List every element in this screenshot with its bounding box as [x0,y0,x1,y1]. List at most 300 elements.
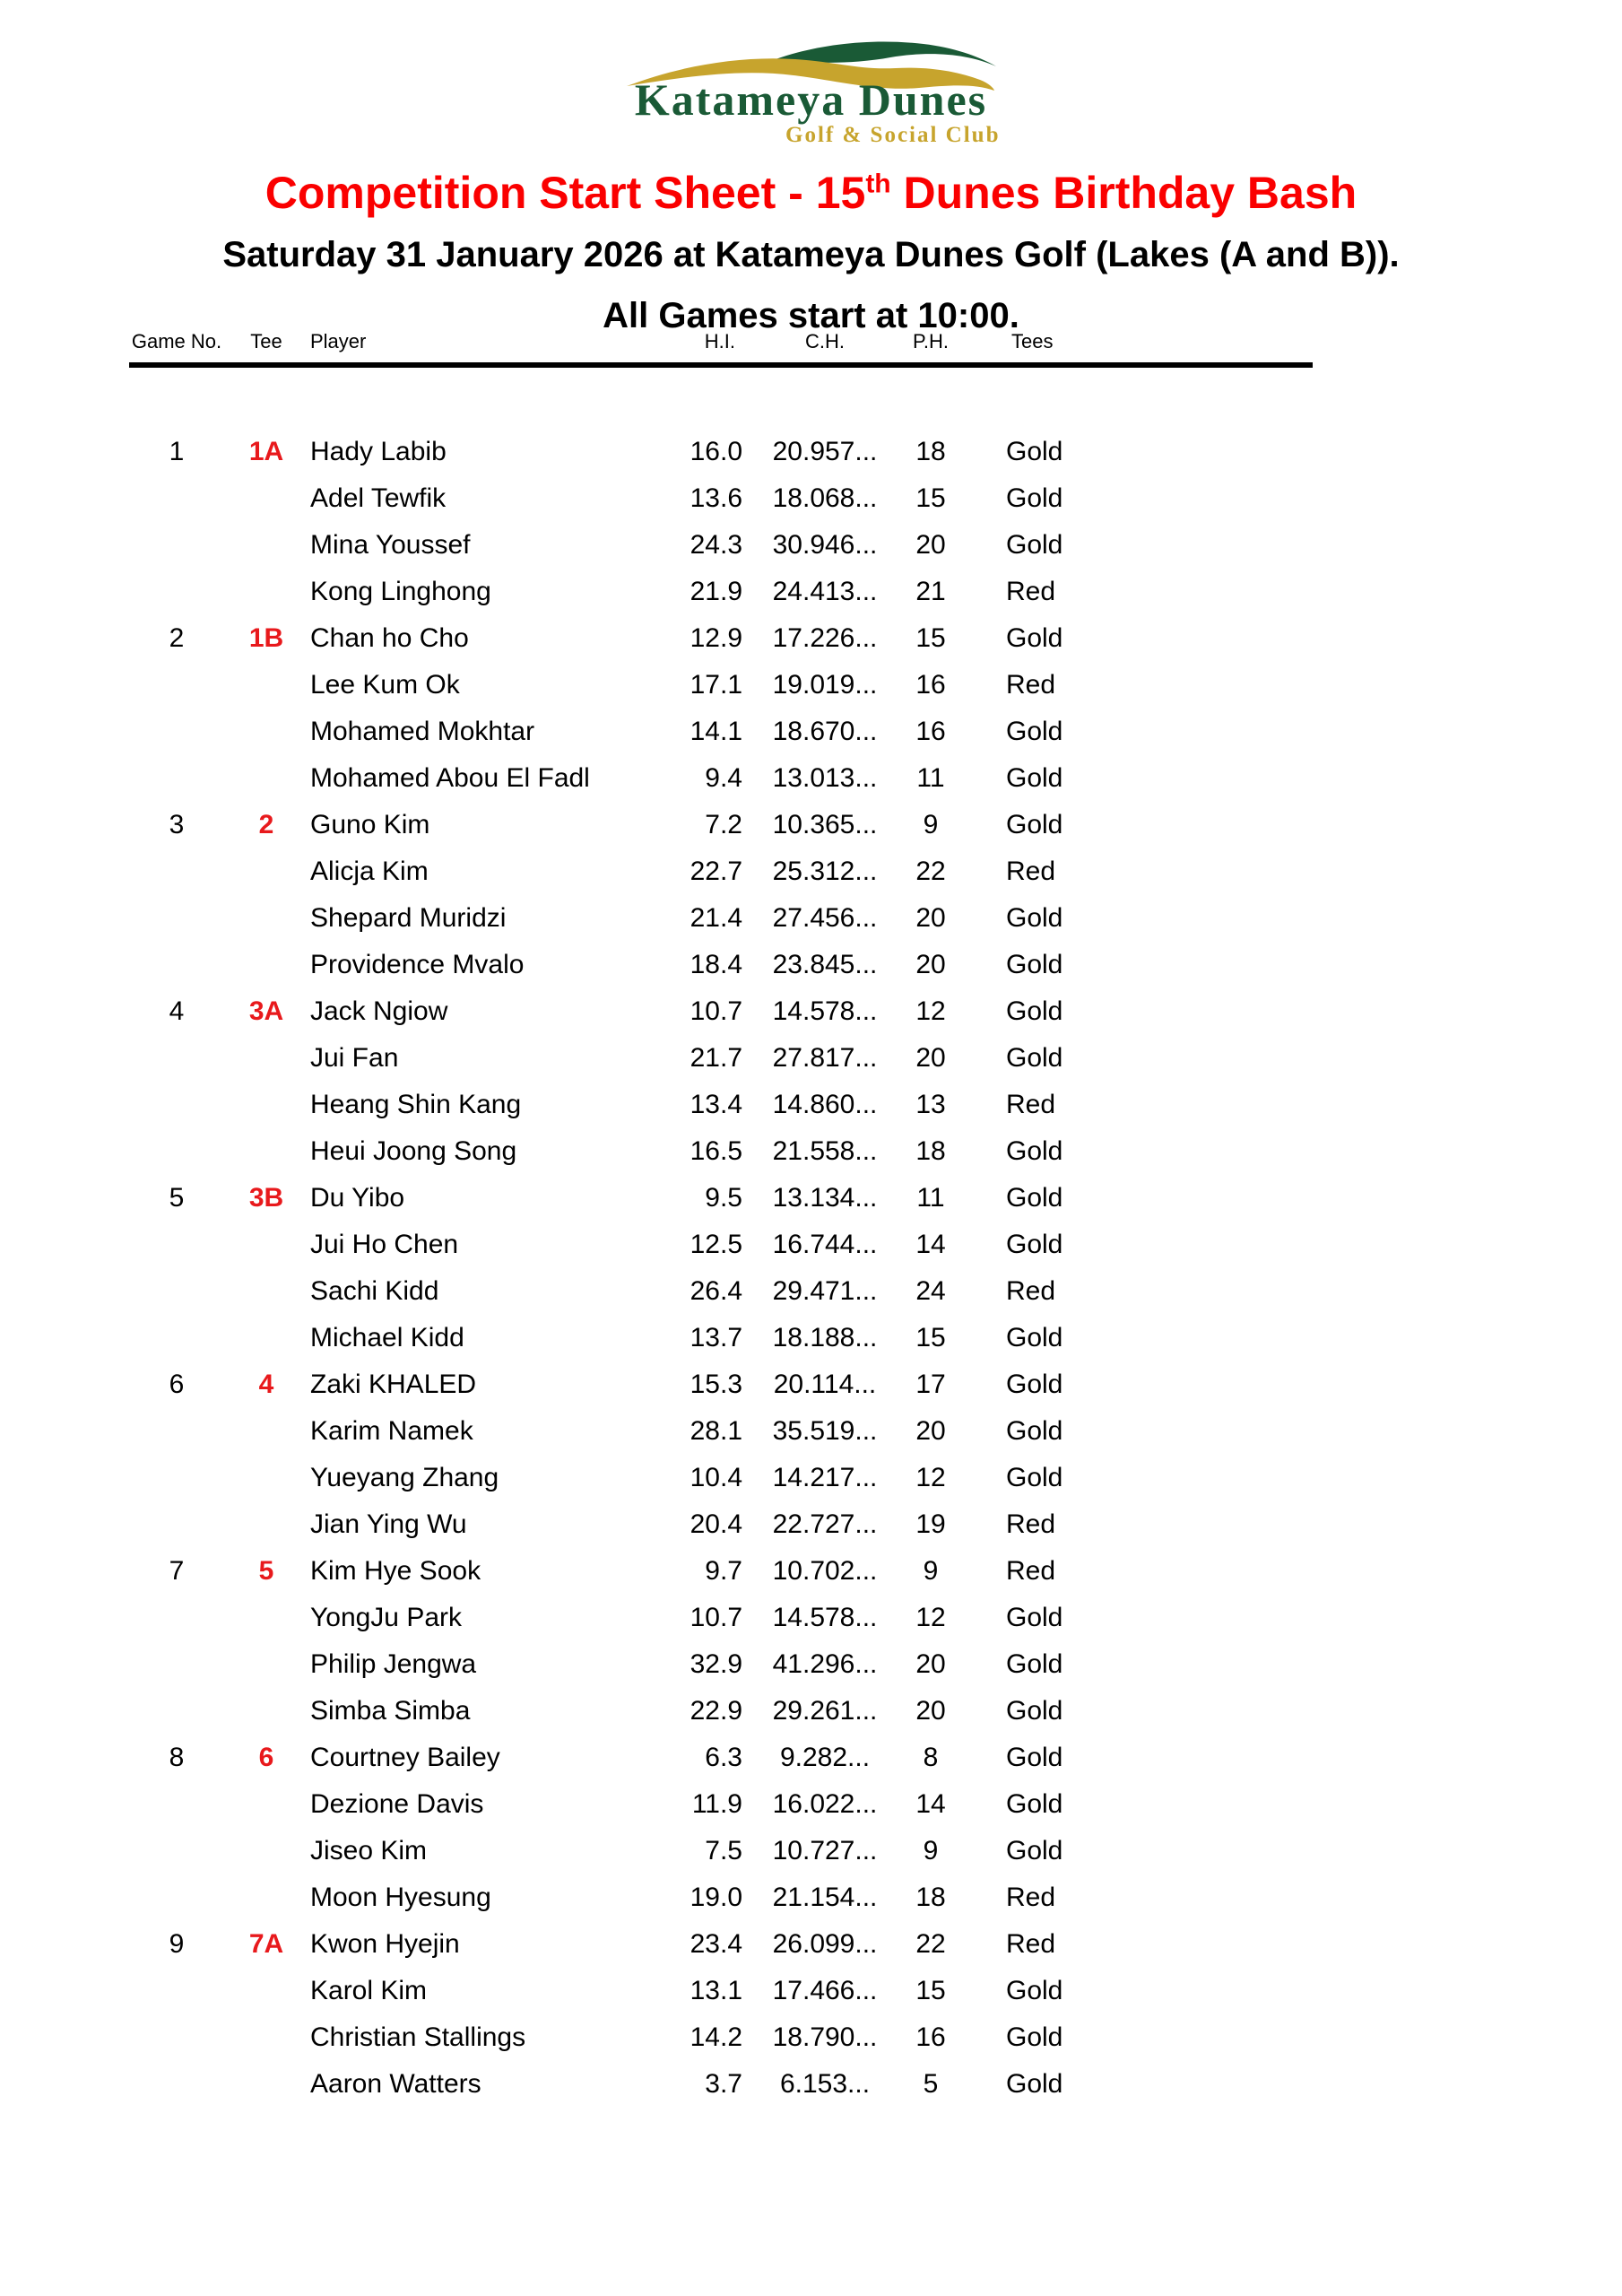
table-row [129,1222,1313,1268]
cell-tees: Red [1006,857,1056,886]
cell-game-no [129,1268,224,1315]
table-row [129,1128,1313,1175]
cell-tee [224,1222,308,1268]
cell-ph: 8 [923,1743,939,1772]
cell-ch: 23.845... [772,950,878,979]
cell-game-no [129,1874,224,1921]
cell-tee [224,1641,308,1688]
cell-tee: 6 [258,1743,274,1772]
cell-player: Guno Kim [310,810,430,839]
cell-ch: 17.466... [772,1976,878,2005]
cell-game-no: 8 [169,1743,185,1772]
cell-game-no [129,848,224,895]
start-sheet-table [129,330,1313,2108]
cell-tee [224,1455,308,1501]
cell-tee [224,569,308,615]
cell-player: Adel Tewfik [310,483,447,513]
cell-hi: 19.0 [690,1883,742,1912]
cell-ch: 35.519... [772,1416,878,1446]
cell-hi: 20.4 [690,1509,742,1539]
cell-hi: 7.2 [705,810,742,839]
cell-ch: 26.099... [772,1929,878,1959]
cell-tees: Gold [1006,1183,1063,1213]
cell-game-no [129,1828,224,1874]
cell-player: Philip Jengwa [310,1649,477,1679]
cell-tees: Gold [1006,1370,1063,1399]
cell-ch: 21.154... [772,1883,878,1912]
cell-ph: 13 [915,1090,946,1119]
table-row [129,1595,1313,1641]
cell-tees: Gold [1006,810,1063,839]
cell-ph: 14 [915,1230,946,1259]
cell-hi: 14.1 [690,717,742,746]
table-row [129,1408,1313,1455]
cell-game-no [129,1455,224,1501]
table-row [129,848,1313,895]
cell-ph: 20 [915,903,946,933]
cell-tees: Gold [1006,2069,1063,2099]
cell-game-no: 6 [169,1370,185,1399]
column-header-tee: Tee [224,330,308,365]
cell-ch: 21.558... [772,1136,878,1166]
cell-ch: 14.217... [772,1463,878,1492]
cell-tees: Gold [1006,2022,1063,2052]
cell-ph: 20 [915,1043,946,1073]
cell-game-no [129,1968,224,2014]
cell-player: Karim Namek [310,1416,473,1446]
cell-ch: 14.578... [772,996,878,1026]
cell-hi: 16.0 [690,437,742,466]
cell-ph: 20 [915,950,946,979]
table-row [129,1921,1313,1968]
cell-tee [224,1268,308,1315]
cell-hi: 24.3 [690,530,742,560]
cell-tee [224,1315,308,1361]
cell-hi: 23.4 [690,1929,742,1959]
cell-ch: 13.134... [772,1183,878,1213]
logo-tagline: Golf & Social Club [785,123,1001,147]
cell-player: Jack Ngiow [310,996,448,1026]
cell-ch: 10.702... [772,1556,878,1586]
cell-hi: 13.6 [690,483,742,513]
cell-ch: 20.114... [773,1370,877,1399]
cell-player: Jiseo Kim [310,1836,428,1866]
cell-game-no [129,1408,224,1455]
cell-ch: 16.744... [772,1230,878,1259]
cell-game-no [129,1641,224,1688]
cell-hi: 13.1 [690,1976,742,2005]
cell-ph: 15 [915,1976,946,2005]
cell-tee [224,942,308,988]
cell-tees: Gold [1006,996,1063,1026]
cell-tees: Gold [1006,950,1063,979]
table-row [129,1035,1313,1082]
cell-tee [224,1781,308,1828]
cell-tee [224,1128,308,1175]
cell-tee [224,662,308,709]
cell-game-no [129,662,224,709]
cell-ch: 19.019... [772,670,878,700]
table-row [129,1828,1313,1874]
table-row [129,802,1313,848]
cell-player: Moon Hyesung [310,1883,491,1912]
cell-ch: 30.946... [772,530,878,560]
cell-tee: 2 [258,810,274,839]
cell-player: YongJu Park [310,1603,463,1632]
cell-tee: 1A [248,437,284,466]
table-header-row [129,330,1313,365]
cell-player: Kong Linghong [310,577,491,606]
cell-ch: 6.153... [779,2069,871,2099]
spacer-row [129,365,1313,429]
cell-game-no: 7 [169,1556,185,1586]
cell-ch: 18.670... [772,717,878,746]
table-row [129,755,1313,802]
cell-player: Jui Ho Chen [310,1230,459,1259]
table-row [129,942,1313,988]
cell-tee [224,895,308,942]
cell-hi: 6.3 [705,1743,742,1772]
cell-ch: 18.068... [772,483,878,513]
cell-player: Heui Joong Song [310,1136,517,1166]
cell-hi: 21.7 [690,1043,742,1073]
cell-hi: 9.4 [705,763,742,793]
table-row [129,1082,1313,1128]
cell-player: Jui Fan [310,1043,399,1073]
cell-ch: 20.957... [772,437,878,466]
cell-hi: 32.9 [690,1649,742,1679]
cell-ph: 15 [915,623,946,653]
cell-tee [224,1595,308,1641]
cell-tees: Red [1006,577,1056,606]
cell-ch: 10.365... [772,810,878,839]
table-row [129,1874,1313,1921]
cell-tees: Gold [1006,1743,1063,1772]
table-row [129,895,1313,942]
table-row [129,1268,1313,1315]
cell-ch: 25.312... [772,857,878,886]
cell-ch: 9.282... [779,1743,871,1772]
cell-player: Heang Shin Kang [310,1090,522,1119]
cell-game-no [129,475,224,522]
cell-game-no [129,1781,224,1828]
cell-player: Aaron Watters [310,2069,481,2099]
table-row [129,1688,1313,1735]
start-sheet-body [129,365,1313,2108]
cell-game-no [129,2061,224,2108]
table-row [129,429,1313,475]
cell-tees: Gold [1006,1230,1063,1259]
cell-game-no: 5 [169,1183,185,1213]
cell-ph: 15 [915,483,946,513]
cell-game-no [129,1501,224,1548]
cell-tee [224,1082,308,1128]
table-row [129,1501,1313,1548]
cell-player: Yueyang Zhang [310,1463,499,1492]
cell-ch: 29.471... [772,1276,878,1306]
cell-ch: 16.022... [772,1789,878,1819]
cell-ph: 18 [915,1136,946,1166]
cell-player: Sachi Kidd [310,1276,439,1306]
cell-hi: 22.7 [690,857,742,886]
cell-hi: 10.4 [690,1463,742,1492]
table-row [129,1641,1313,1688]
cell-ph: 20 [915,1416,946,1446]
cell-game-no [129,1082,224,1128]
cell-tee [224,1828,308,1874]
cell-ph: 9 [923,810,939,839]
cell-game-no [129,1315,224,1361]
table-row [129,1548,1313,1595]
club-logo [619,38,1004,146]
cell-ch: 41.296... [772,1649,878,1679]
cell-ph: 24 [915,1276,946,1306]
cell-game-no [129,1035,224,1082]
table-row [129,569,1313,615]
table-row [129,1175,1313,1222]
cell-game-no [129,755,224,802]
cell-ph: 11 [916,763,945,793]
cell-ph: 19 [915,1509,946,1539]
cell-ph: 11 [916,1183,945,1213]
cell-tees: Gold [1006,1136,1063,1166]
cell-ph: 20 [915,530,946,560]
cell-tee: 1B [248,623,284,653]
table-row [129,2014,1313,2061]
cell-game-no: 2 [169,623,185,653]
cell-ph: 15 [915,1323,946,1352]
cell-tee: 3B [248,1183,284,1213]
cell-tees: Gold [1006,1696,1063,1726]
cell-tees: Gold [1006,1416,1063,1446]
cell-tee [224,1408,308,1455]
cell-tees: Gold [1006,1836,1063,1866]
cell-tees: Red [1006,1090,1056,1119]
cell-hi: 21.9 [690,577,742,606]
cell-ch: 14.578... [772,1603,878,1632]
cell-ch: 18.188... [772,1323,878,1352]
cell-ch: 18.790... [772,2022,878,2052]
cell-tee [224,1688,308,1735]
cell-game-no [129,569,224,615]
cell-tees: Red [1006,1276,1056,1306]
cell-tee [224,1968,308,2014]
cell-hi: 12.9 [690,623,742,653]
table-row [129,475,1313,522]
cell-player: Zaki KHALED [310,1370,477,1399]
cell-ph: 18 [915,437,946,466]
cell-ph: 9 [923,1556,939,1586]
logo-wordmark: Katameya Dunes [634,74,988,125]
cell-hi: 13.7 [690,1323,742,1352]
cell-tees: Gold [1006,1603,1063,1632]
cell-tees: Gold [1006,717,1063,746]
column-header-tees: Tees [954,330,1313,365]
cell-player: Lee Kum Ok [310,670,460,700]
column-header-player: Player [308,330,633,365]
column-header-ph: P.H. [907,330,954,365]
table-header [129,330,1313,365]
cell-tees: Gold [1006,1323,1063,1352]
cell-ch: 27.817... [772,1043,878,1073]
table-row [129,1968,1313,2014]
cell-game-no [129,2014,224,2061]
cell-tees: Red [1006,1883,1056,1912]
cell-tee [224,2061,308,2108]
cell-tee: 7A [248,1929,284,1959]
cell-ch: 10.727... [772,1836,878,1866]
cell-hi: 21.4 [690,903,742,933]
cell-tee [224,1874,308,1921]
cell-tees: Gold [1006,483,1063,513]
page-title-prefix: Competition Start Sheet - 15 [265,168,866,218]
cell-player: Courtney Bailey [310,1743,500,1772]
cell-ph: 17 [915,1370,946,1399]
cell-tees: Red [1006,1929,1056,1959]
table-row [129,522,1313,569]
cell-tee [224,475,308,522]
cell-tees: Gold [1006,437,1063,466]
cell-player: Michael Kidd [310,1323,464,1352]
cell-ch: 17.226... [772,623,878,653]
cell-tees: Gold [1006,1976,1063,2005]
table-row [129,1315,1313,1361]
cell-player: Karol Kim [310,1976,428,2005]
cell-tee: 5 [258,1556,274,1586]
cell-ch: 29.261... [772,1696,878,1726]
title-ordinal-suffix: th [865,169,891,199]
page-title [0,169,1622,218]
cell-hi: 15.3 [690,1370,742,1399]
page-title-suffix: Dunes Birthday Bash [890,168,1357,218]
cell-player: Jian Ying Wu [310,1509,467,1539]
cell-tees: Gold [1006,1463,1063,1492]
cell-game-no: 4 [169,996,185,1026]
table-row [129,1735,1313,1781]
cell-player: Simba Simba [310,1696,471,1726]
cell-hi: 10.7 [690,1603,742,1632]
cell-tees: Gold [1006,1043,1063,1073]
cell-player: Mohamed Abou El Fadl [310,763,590,793]
cell-player: Du Yibo [310,1183,405,1213]
cell-tee [224,755,308,802]
cell-tees: Gold [1006,1789,1063,1819]
cell-ph: 22 [915,1929,946,1959]
cell-player: Mohamed Mokhtar [310,717,535,746]
cell-tee [224,848,308,895]
cell-game-no [129,895,224,942]
cell-tee [224,2014,308,2061]
cell-ph: 22 [915,857,946,886]
cell-player: Christian Stallings [310,2022,526,2052]
cell-hi: 14.2 [690,2022,742,2052]
cell-ph: 9 [923,1836,939,1866]
start-time-line: All Games start at 10:00. [603,296,1019,335]
cell-tees: Red [1006,1556,1056,1586]
cell-hi: 3.7 [705,2069,742,2099]
cell-game-no: 1 [169,437,185,466]
cell-game-no [129,709,224,755]
cell-hi: 9.5 [705,1183,742,1213]
cell-ph: 12 [915,996,946,1026]
table-row [129,615,1313,662]
cell-ph: 5 [923,2069,939,2099]
table-row [129,709,1313,755]
cell-ph: 16 [915,717,946,746]
cell-tees: Gold [1006,903,1063,933]
cell-hi: 26.4 [690,1276,742,1306]
table-row [129,662,1313,709]
cell-game-no: 3 [169,810,185,839]
table-row [129,1361,1313,1408]
cell-hi: 7.5 [705,1836,742,1866]
cell-tees: Gold [1006,1649,1063,1679]
cell-hi: 22.9 [690,1696,742,1726]
cell-hi: 16.5 [690,1136,742,1166]
cell-game-no [129,942,224,988]
cell-ch: 27.456... [772,903,878,933]
cell-ch: 24.413... [772,577,878,606]
cell-tee: 3A [248,996,284,1026]
cell-hi: 12.5 [690,1230,742,1259]
event-date-line: Saturday 31 January 2026 at Katameya Dunes Golf (Lakes (A and B)). [222,235,1400,274]
cell-ch: 13.013... [772,763,878,793]
table-row [129,988,1313,1035]
cell-tees: Gold [1006,763,1063,793]
cell-ph: 20 [915,1696,946,1726]
column-header-game-no: Game No. [129,330,224,365]
cell-ch: 14.860... [772,1090,878,1119]
cell-game-no: 9 [169,1929,185,1959]
cell-tee [224,1035,308,1082]
cell-ph: 16 [915,2022,946,2052]
cell-hi: 17.1 [690,670,742,700]
cell-game-no [129,1128,224,1175]
cell-player: Dezione Davis [310,1789,484,1819]
cell-player: Hady Labib [310,437,447,466]
cell-hi: 18.4 [690,950,742,979]
cell-tees: Gold [1006,530,1063,560]
table-row [129,1781,1313,1828]
table-row [129,2061,1313,2108]
cell-game-no [129,1688,224,1735]
cell-player: Shepard Muridzi [310,903,507,933]
cell-ph: 16 [915,670,946,700]
column-header-ch: C.H. [742,330,907,365]
cell-ph: 12 [915,1463,946,1492]
cell-hi: 9.7 [705,1556,742,1586]
table-row [129,1455,1313,1501]
cell-player: Providence Mvalo [310,950,525,979]
cell-tee [224,522,308,569]
cell-hi: 11.9 [691,1789,742,1819]
cell-ch: 22.727... [772,1509,878,1539]
cell-ph: 12 [915,1603,946,1632]
cell-game-no [129,1222,224,1268]
cell-player: Chan ho Cho [310,623,469,653]
cell-ph: 18 [915,1883,946,1912]
cell-ph: 21 [915,577,946,606]
cell-player: Kim Hye Sook [310,1556,481,1586]
cell-tee [224,709,308,755]
cell-hi: 13.4 [690,1090,742,1119]
cell-tee: 4 [258,1370,274,1399]
cell-tees: Red [1006,670,1056,700]
cell-player: Mina Youssef [310,530,471,560]
cell-game-no [129,522,224,569]
cell-player: Kwon Hyejin [310,1929,460,1959]
cell-hi: 28.1 [690,1416,742,1446]
